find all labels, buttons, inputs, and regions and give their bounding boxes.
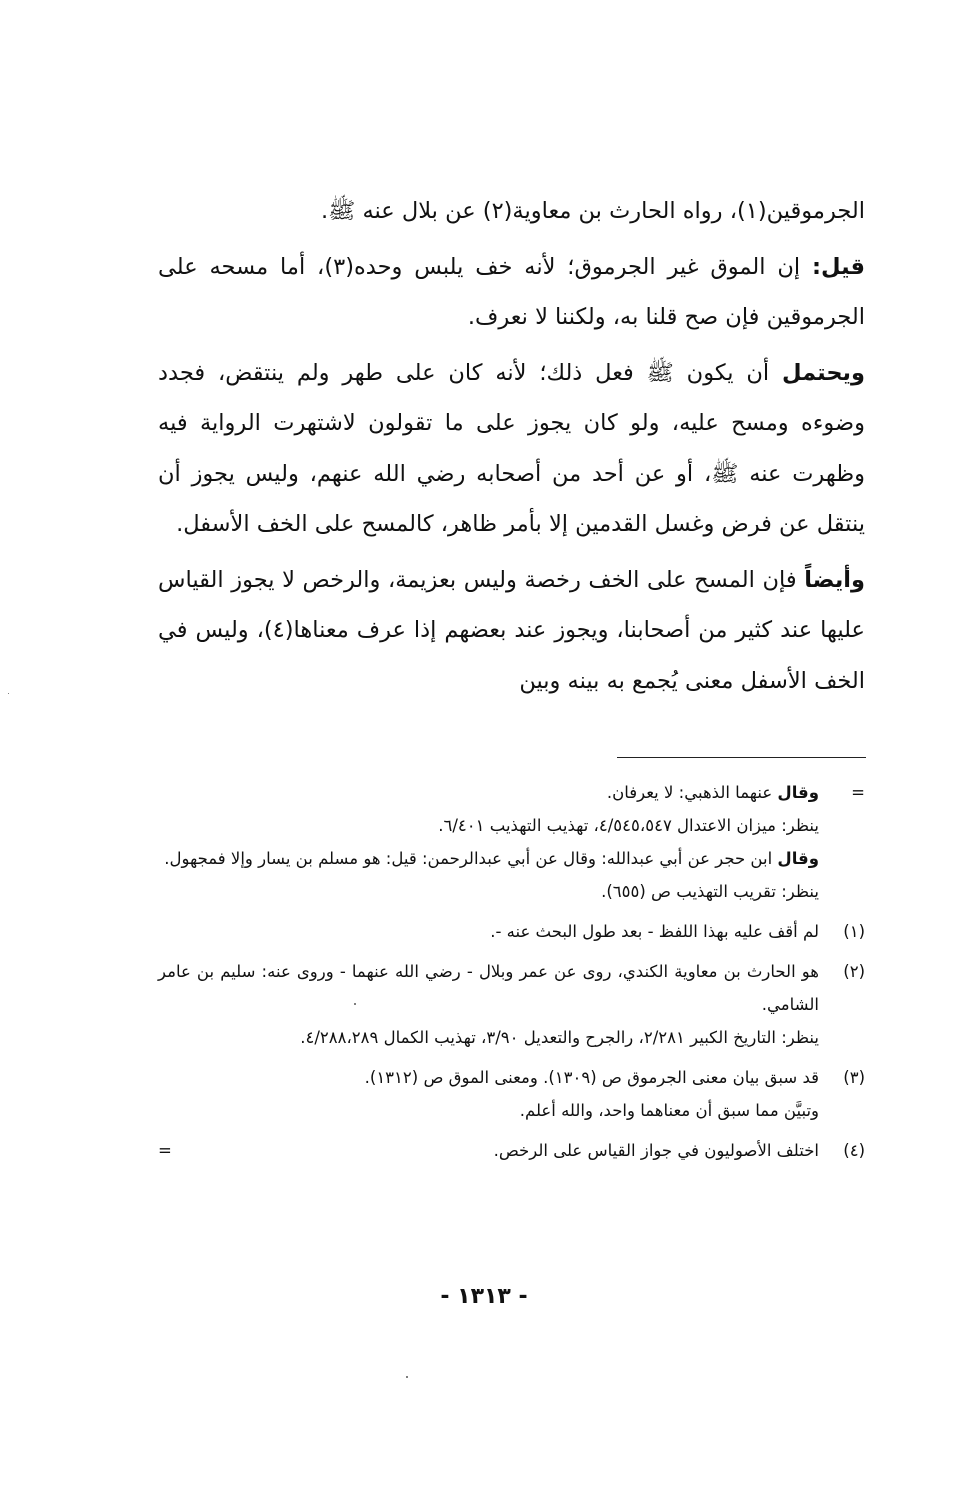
paragraph-4-lead-word: وأيضاً — [804, 566, 865, 593]
footnotes-section — [158, 776, 865, 1174]
footnote-text: عنهما الذهبي: لا يعرفان. — [606, 783, 778, 802]
footnote-2-text: هو الحارث بن معاوية الكندي، روى عن عمر وبلال - رضي الله عنهما - وروى عنه: سليم بن عامر الشامي. — [158, 962, 819, 1014]
footnote-3-mark: (٣) — [843, 1068, 865, 1087]
footnote-lead-word: وقال — [777, 849, 819, 868]
footnote-continuation-line-1 — [158, 776, 819, 809]
scan-speck — [406, 1376, 408, 1378]
paragraph-2-lead-word: قيل: — [812, 253, 865, 280]
footnote-3-line-1: قد سبق بيان معنى الجرموق ص (١٣٠٩). ومعنى الموق ص (١٣١٢). — [364, 1068, 819, 1087]
footnote-4-mark: (٤) — [843, 1141, 865, 1160]
paragraph-2 — [158, 242, 865, 343]
footnote-2-references: ينظر: التاريخ الكبير ٢/٢٨١، رالجرح والتعديل ٣/٩٠، تهذيب الكمال ٤/٢٨٨،٢٨٩. — [300, 1028, 819, 1047]
paragraph-4 — [158, 555, 865, 707]
paragraph-4-text: فإن المسح على الخف رخصة وليس بعزيمة، والرخص لا يجوز القياس عليها عند كثير من أصحابنا، ويجوز عند بعضهم إذا عرف معناها(٤)، وليس في الخف الأسفل معنى يُجمع به بينه وبين — [158, 566, 865, 694]
paragraph-1-text: الجرموقين(١)، رواه الحارث بن معاوية(٢) عن بلال عنه ﷺ. — [320, 198, 865, 224]
footnote-4-continuation-mark: = — [158, 1141, 172, 1160]
footnote-3 — [158, 1061, 865, 1127]
footnote-1-mark: (١) — [843, 922, 865, 941]
footnote-2-mark: (٢) — [843, 962, 865, 981]
footnote-3-line-2: وتبيَّن مما سبق أن معناهما واحد، والله أعلم. — [519, 1101, 819, 1120]
paragraph-3-lead-word: ويحتمل — [781, 359, 865, 386]
footnote-2 — [158, 955, 865, 1054]
footnote-separator — [617, 757, 866, 758]
page-number: - ١٣١٣ - — [440, 1284, 528, 1309]
footnote-4-text: اختلف الأصوليون في جواز القياس على الرخص. — [493, 1141, 819, 1160]
footnote-1-text: لم أقف عليه بهذا اللفظ - بعد طول البحث عنه -. — [490, 922, 819, 941]
footnote-4 — [158, 1134, 865, 1167]
paragraph-1 — [158, 186, 865, 237]
footnote-lead-word: وقال — [777, 783, 819, 802]
paragraph-2-text: إن الموق غير الجرموق؛ لأنه خف يلبس وحده(٣)، أما مسحه على الجرموقين فإن صح قلنا به، ولكننا لا نعرف. — [158, 253, 865, 330]
footnote-text: ابن حجر عن أبي عبدالله: وقال عن أبي عبدالرحمن: قيل: هو مسلم بن يسار وإلا فمجهول. — [164, 849, 778, 868]
footnote-continuation-line-4: ينظر: تقريب التهذيب ص (٦٥٥). — [601, 882, 819, 901]
scan-speck — [8, 693, 9, 694]
scan-speck — [354, 1003, 356, 1005]
footnote-continuation — [158, 776, 865, 908]
footnote-1 — [158, 915, 865, 948]
footnote-continuation-mark: = — [851, 783, 865, 802]
footnote-continuation-line-2: ينظر: ميزان الاعتدال ٤/٥٤٥،٥٤٧، تهذيب التهذيب ٦/٤٠١. — [438, 816, 819, 835]
main-body-text — [158, 186, 865, 711]
paragraph-3-text: أن يكون ﷺ فعل ذلك؛ لأنه كان على طهر ولم ينتقض، فجدد وضوءه ومسح عليه، ولو كان يجوز على ما تقولون لاشتهرت الرواية فيه وظهرت عنه ﷺ، أو عن أحد من أصحابه رضي الله عنهم، وليس يجوز أن ينتقل عن فرض وغسل القدمين إلا بأمر ظاهر، كالمسح على الخف الأسفل. — [158, 359, 865, 537]
footnote-continuation-line-3 — [158, 842, 819, 875]
paragraph-3 — [158, 348, 865, 550]
